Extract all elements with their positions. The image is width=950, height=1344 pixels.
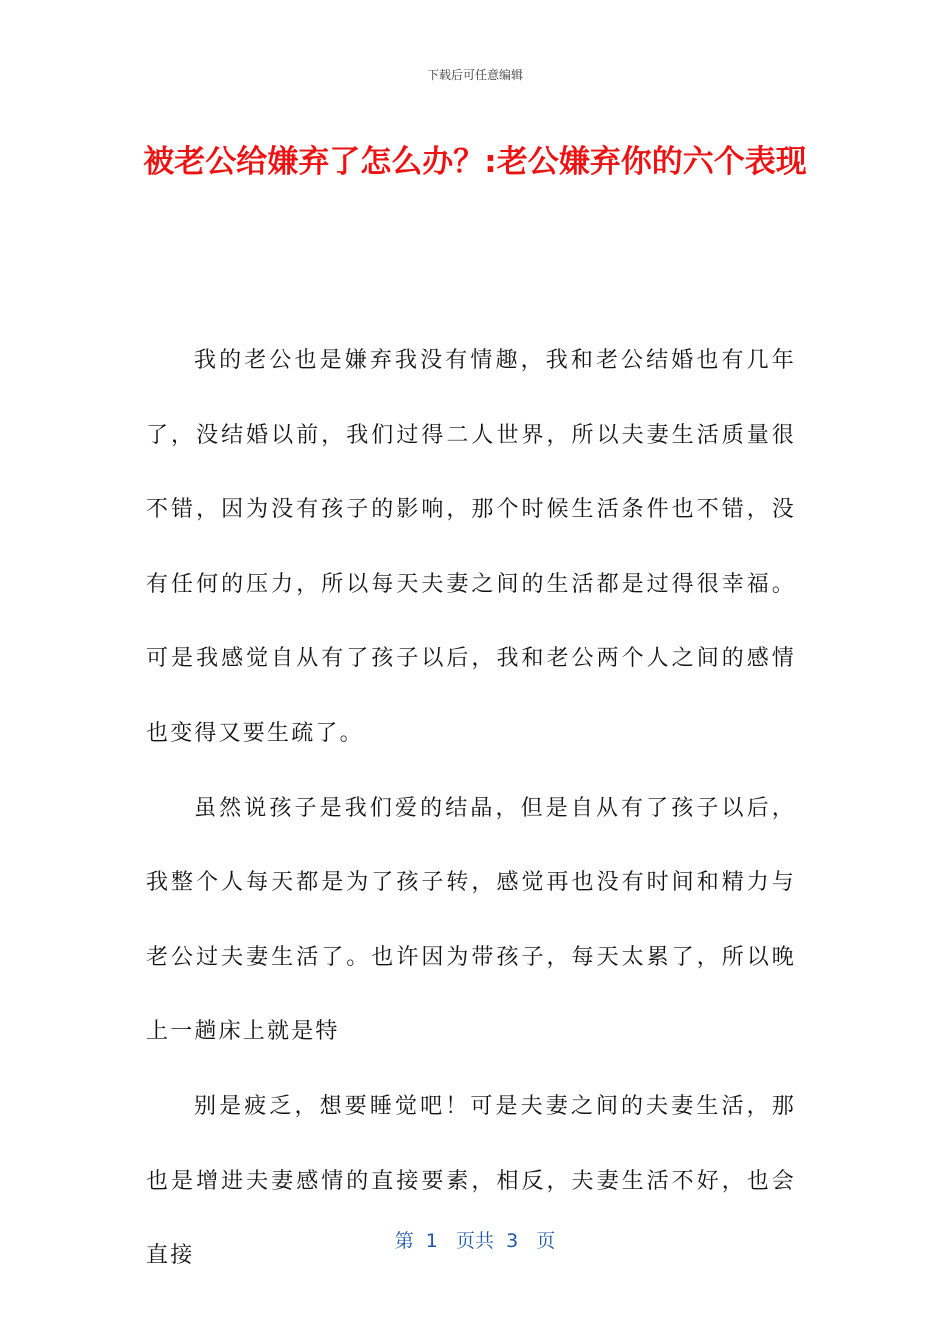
- document-title: 被老公给嫌弃了怎么办？:老公嫌弃你的六个表现: [143, 144, 807, 180]
- page-number-footer: 第 1 页共 3 页: [394, 1230, 556, 1252]
- header-note: 下载后可任意编辑: [426, 68, 523, 82]
- paragraph-3: 别是疲乏，想要睡觉吧！可是夫妻之间的夫妻生活，那也是增进夫妻感情的直接要素，相反，夫妻生活不好，也会直接: [146, 1093, 796, 1269]
- paragraph-1: 我的老公也是嫌弃我没有情趣，我和老公结婚也有几年了，没结婚以前，我们过得二人世界，所以夫妻生活质量很不错，因为没有孩子的影响，那个时候生活条件也不错，没有任何的压力，所以每天夫妻之间的生活都是过得很幸福。可是我感觉自从有了孩子以后，我和老公两个人之间的感情也变得又要生疏了。: [146, 348, 796, 746]
- paragraph-2: 虽然说孩子是我们爱的结晶，但是自从有了孩子以后，我整个人每天都是为了孩子转，感觉再也没有时间和精力与老公过夫妻生活了。也许因为带孩子，每天太累了，所以晚上一趟床上就是特: [146, 795, 796, 1045]
- document-body: [146, 324, 796, 1294]
